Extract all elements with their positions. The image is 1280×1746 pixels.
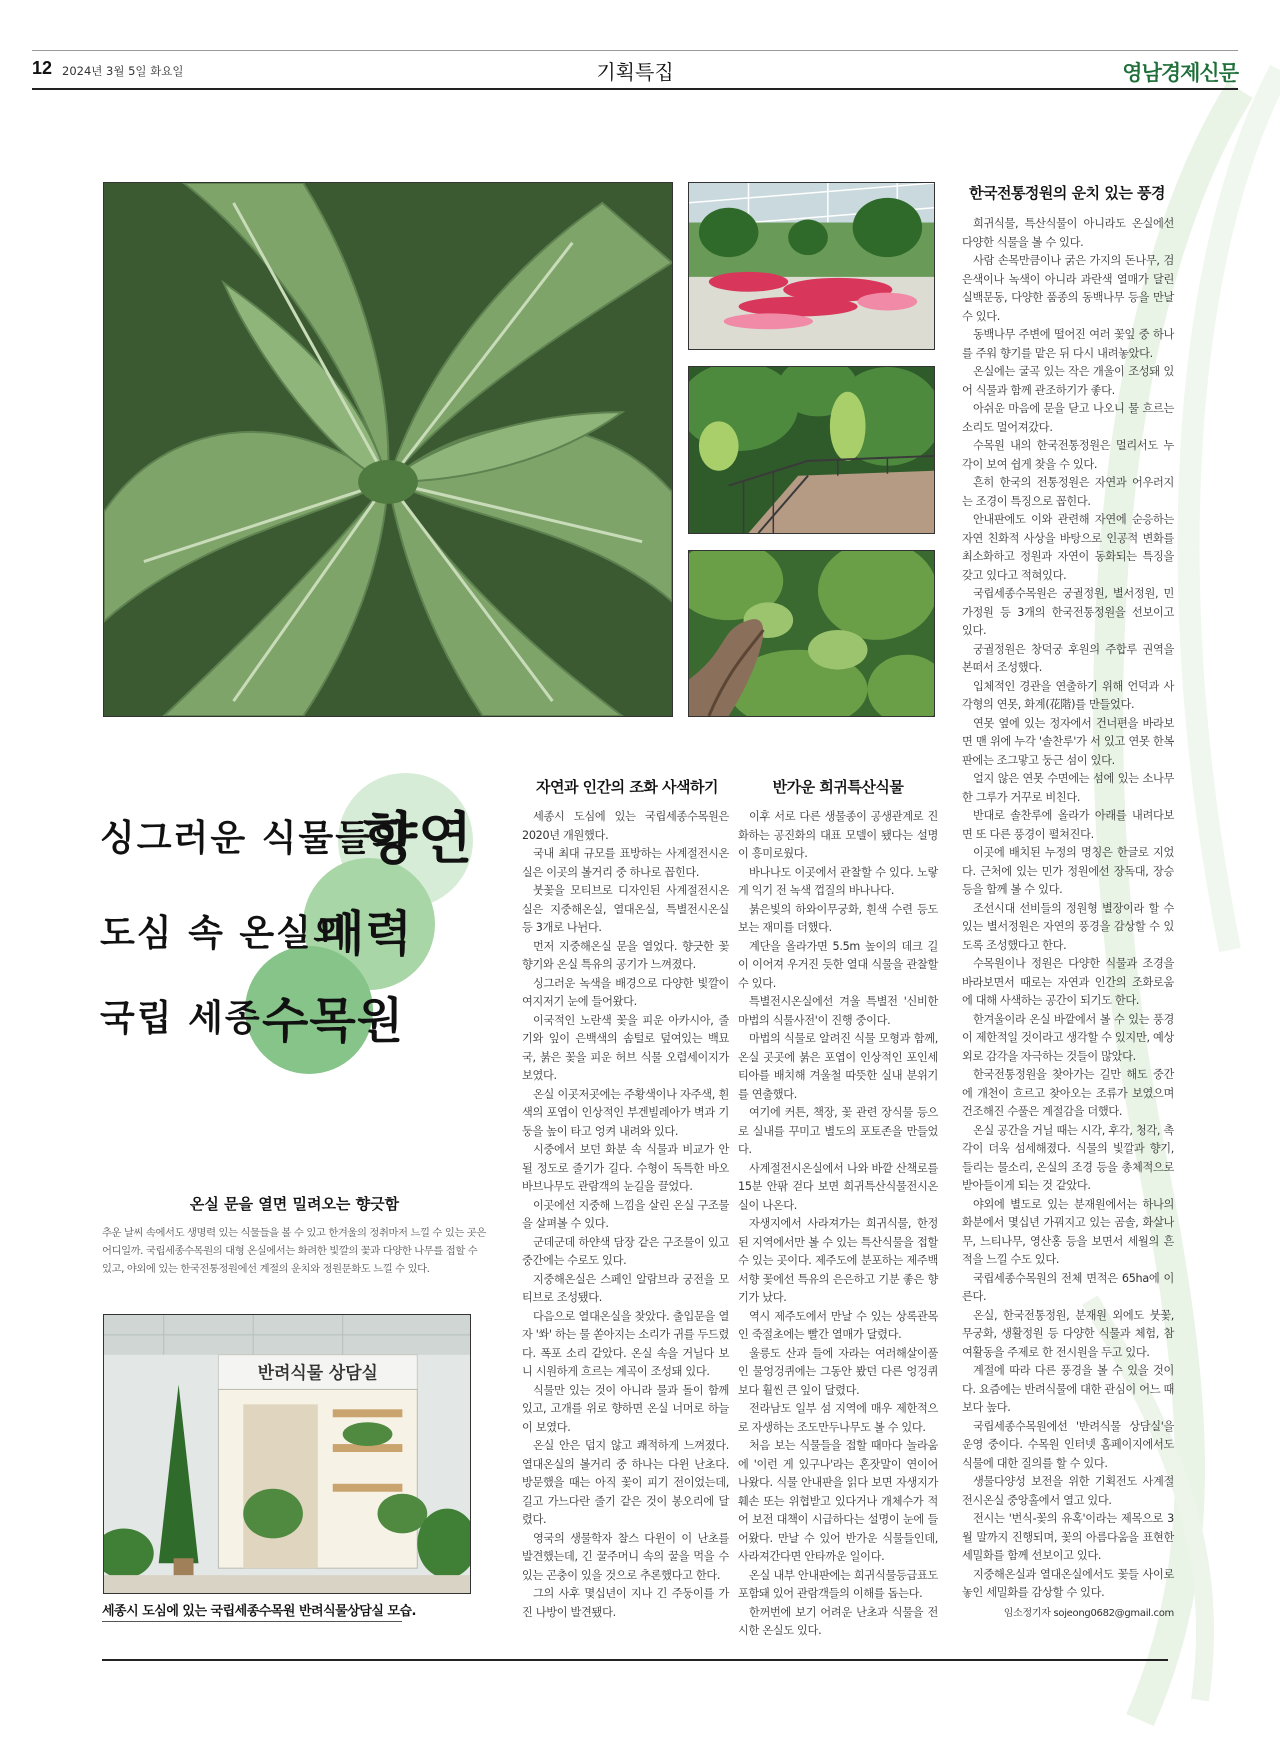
col3-heading: 한국전통정원의 운치 있는 풍경 [968, 184, 1166, 202]
col1-paragraph: 싱그러운 녹색을 배경으로 다양한 빛깔이 여지저기 눈에 들어왔다. [522, 976, 729, 1008]
col3-paragraph: 연못 옆에 있는 정자에서 건너편을 바라보면 맨 위에 누각 '솔찬루'가 서 있고 연못 한복판에는 조그맣고 둥근 섬이 있다. [962, 716, 1174, 767]
col2-paragraph: 처음 보는 식물들을 접할 때마다 놀라움에 '이런 게 있구나'라는 혼잣말이 연이어 나왔다. 식물 안내판을 읽다 보면 자생지가 훼손 또는 위협받고 있다거나 개체수가 적어 보전 대책이 시급하다는 설명이 눈에 들어왔다. 만날 수 있어 반가운 식물들인데, 사라져간다면 안타까운 일이다. [738, 1439, 938, 1563]
col2-paragraph: 특별전시온실에선 겨울 특별전 '신비한 마법의 식물사전'이 진행 중이다. [738, 995, 938, 1027]
col3-paragraph: 흔히 한국의 전통정원은 자연과 어우러지는 조경이 특징으로 꼽힌다. [962, 476, 1174, 508]
col3-paragraph: 입체적인 경관을 연출하기 위해 언덕과 사각형의 연못, 화계(花階)를 만들었다. [962, 679, 1174, 711]
main-plant-photo [103, 182, 673, 717]
col2-paragraph: 울릉도 산과 들에 자라는 여러해살이풀인 물엉겅퀴에는 그동안 봤던 다른 엉겅퀴보다 훨씬 큰 잎이 달렸다. [738, 1346, 938, 1397]
col1-paragraph: 이곳에선 지중해 느낌을 살린 온실 구조물을 살펴볼 수 있다. [522, 1198, 729, 1230]
col1-paragraph: 시중에서 보던 화분 속 식물과 비교가 안 될 정도로 줄기가 길다. 수형이 독특한 바오바브나무도 관람객의 눈길을 끌었다. [522, 1143, 729, 1193]
col1-paragraph: 식물만 있는 것이 아니라 물과 돌이 함께 있고, 고개를 위로 향하면 온실 너머로 하늘이 보였다. [522, 1383, 729, 1434]
reporter-byline: 임소정기자 sojeong0682@gmail.com [1003, 1607, 1174, 1619]
section-title: 기획특집 [596, 60, 674, 84]
col2-paragraph: 계단을 올라가면 5.5m 높이의 데크 길이 이어져 우거진 듯한 열대 식물을 관찰할 수 있다. [738, 939, 938, 990]
article-column-2 [738, 808, 938, 1641]
col2-paragraph: 한꺼번에 보기 어려운 난초과 식물을 전시한 온실도 있다. [738, 1605, 938, 1637]
col1-heading: 자연과 인간의 조화 사색하기 [535, 778, 719, 796]
col2-paragraph: 자생지에서 사라져가는 희귀식물, 한정된 지역에서만 볼 수 있는 특산식물을 접할 수 있는 곳이다. 제주도에 분포하는 제주백서향 꽃에선 특유의 은은하고 기분 좋은 향기가 났다. [738, 1217, 938, 1304]
col2-paragraph: 붉은빛의 하와이무궁화, 흰색 수련 등도 보는 재미를 더했다. [738, 902, 938, 934]
col3-paragraph: 안내판에도 이와 관련해 자연에 순응하는 자연 친화적 사상을 바탕으로 인공적 변화를 최소화하고 정원과 자연이 동화되는 특징을 갖고 있다고 적혀있다. [962, 513, 1174, 582]
col3-paragraph: 희귀식물, 특산식물이 아니라도 온실에선 다양한 식물을 볼 수 있다. [962, 217, 1174, 249]
lede-text: 추운 날씨 속에서도 생명력 있는 식물들을 볼 수 있고 한겨울의 정취마저 느낄 수 있는 곳은 어디일까. 국립세종수목원의 대형 온실에서는 화려한 빛깔의 꽃과 다양한 나무를 접할 수 있고, 야외에 있는 한국전통정원에선 계절의 운치와 정원문화도 느낄 수 있다. [102, 1227, 486, 1275]
col3-paragraph: 생물다양성 보전을 위한 기획전도 사계절전시온실 중앙홀에서 열고 있다. [962, 1475, 1174, 1507]
col3-paragraph: 전시는 '번식-꽃의 유혹'이라는 제목으로 3월 말까지 진행되며, 꽃의 아름다움을 표현한 세밀화를 함께 선보이고 있다. [962, 1512, 1174, 1562]
col3-paragraph: 조선시대 선비들의 정원형 별장이라 할 수 있는 별서정원은 자연의 풍경을 감상할 수 있도록 조성했다고 한다. [962, 901, 1174, 952]
caption-rule [102, 1621, 402, 1622]
col1-paragraph: 국내 최대 규모를 표방하는 사계절전시온실은 이곳의 볼거리 중 하나로 꼽힌다. [522, 847, 729, 879]
page-number: 12 [32, 58, 53, 78]
plant-counseling-room-photo [103, 1314, 471, 1594]
col1-paragraph: 영국의 생물학자 찰스 다윈이 이 난초를 발견했는데, 긴 꿀주머니 속의 꿀을 먹을 수 있는 곤충이 있을 것으로 추론했다고 한다. [522, 1531, 729, 1582]
photo-caption: 세종시 도심에 있는 국립세종수목원 반려식물상담실 모습. [102, 1604, 416, 1619]
col1-paragraph: 온실 이곳저곳에는 주황색이나 자주색, 흰색의 포엽이 인상적인 부겐빌레아가 벽과 기둥을 높이 타고 엉켜 내려와 있다. [522, 1087, 729, 1138]
article-column-3 [962, 215, 1174, 1623]
article-column-1 [522, 808, 729, 1622]
greenhouse-flowers-photo [688, 182, 935, 350]
col2-paragraph: 이후 서로 다른 생물종이 공생관계로 진화하는 공진화의 대표 모델이 됐다는 설명이 흥미로웠다. [738, 810, 938, 860]
issue-date: 2024년 3월 5일 화요일 [62, 64, 184, 78]
col2-paragraph: 바나나도 이곳에서 관찰할 수 있다. 노랗게 익기 전 녹색 껍질의 바나나다. [738, 865, 938, 897]
col1-paragraph: 다음으로 열대온실을 찾았다. 출입문을 열자 '쏴' 하는 물 쏟아지는 소리가 귀를 두드렸다. 폭포 소리 같았다. 온실 속을 거닐다 보니 시원하게 흐르는 계곡이 조성돼 있다. [522, 1309, 729, 1378]
headline-line-2: 도심 속 온실의 [100, 912, 350, 954]
col3-paragraph: 반대로 솔찬루에 올라가 아래를 내려다보면 또 다른 풍경이 펼쳐진다. [962, 809, 1174, 841]
col1-paragraph: 그의 사후 몇십년이 지나 긴 주둥이를 가진 나방이 발견됐다. [522, 1587, 729, 1619]
headline-line-3: 국립 세종 [100, 997, 262, 1039]
col2-paragraph: 마법의 식물로 알려진 식물 모형과 함께, 온실 곳곳에 붉은 포엽이 인상적인 포인세티아를 배치해 겨울철 따뜻한 실내 분위기를 연출했다. [738, 1032, 938, 1101]
col1-paragraph: 온실 안은 덥지 않고 쾌적하게 느껴졌다. 열대온실의 볼거리 중 하나는 다윈 난초다. 방문했을 때는 아직 꽃이 피기 전이었는데, 길고 가느다란 줄기 같은 것이 봉오리에 달렸다. [522, 1439, 729, 1526]
col3-paragraph: 지중해온실과 열대온실에서도 꽃들 사이로 놓인 세밀화를 감상할 수 있다. [962, 1567, 1174, 1599]
col3-paragraph: 수목원이나 정원은 다양한 식물과 조경을 바라보면서 때로는 자연과 인간의 조화로움에 대해 사색하는 공간이 되기도 한다. [962, 957, 1174, 1007]
forest-path-photo [688, 550, 935, 717]
col3-paragraph: 온실에는 굴곡 있는 작은 개울이 조성돼 있어 식물과 함께 관조하기가 좋다. [962, 365, 1174, 397]
boardwalk-photo [688, 366, 935, 534]
headline-word-2: 매력 [318, 906, 413, 962]
col2-paragraph: 여기에 커튼, 책장, 꽃 관련 장식물 등으로 실내를 꾸미고 별도의 포토존을 만들었다. [738, 1106, 938, 1156]
bottom-rule [102, 1659, 1168, 1661]
col3-paragraph: 궁궐정원은 창덕궁 후원의 주합루 권역을 본떠서 조성했다. [962, 642, 1174, 674]
col3-paragraph: 한국전통정원을 찾아가는 길만 해도 중간에 개천이 흐르고 찾아오는 조류가 보였으며 건조해진 수풀은 계절감을 더했다. [962, 1068, 1174, 1118]
col1-paragraph: 지중해온실은 스페인 알람브라 궁전을 모티브로 조성됐다. [522, 1272, 729, 1304]
col1-paragraph: 붓꽃을 모티브로 디자인된 사계절전시온실은 지중해온실, 열대온실, 특별전시온실 등 3개로 나뉜다. [522, 884, 729, 934]
col2-paragraph: 온실 내부 안내판에는 희귀식물등급표도 포함돼 있어 관람객들의 이해를 돕는다. [738, 1568, 938, 1600]
col3-paragraph: 국립세종수목원의 전체 면적은 65ha에 이른다. [962, 1271, 1174, 1303]
headline-word-1: 향연 [363, 806, 474, 872]
col3-paragraph: 사람 손목만큼이나 굵은 가지의 돈나무, 검은색이나 녹색이 아니라 과란색 열매가 달린 실백문동, 다양한 품종의 동백나무 등을 만날 수 있다. [962, 254, 1174, 323]
col1-paragraph: 세종시 도심에 있는 국립세종수목원은 2020년 개원했다. [522, 810, 729, 842]
col3-paragraph: 아쉬운 마음에 문을 닫고 나오니 물 흐르는 소리도 멀어져갔다. [962, 402, 1174, 434]
col1-paragraph: 먼저 지중해온실 문을 열었다. 향긋한 꽃향기와 온실 특유의 공기가 느껴졌다. [522, 939, 729, 971]
col3-paragraph: 국립세종수목원은 궁궐정원, 별서정원, 민가정원 등 3개의 한국전통정원을 선보이고 있다. [962, 587, 1174, 637]
top-rule [32, 50, 1238, 51]
col2-paragraph: 역시 제주도에서 만날 수 있는 상록관목인 죽절초에는 빨간 열매가 달렸다. [738, 1309, 938, 1341]
headline-word-3: 수목원 [262, 993, 405, 1049]
col3-paragraph: 동백나무 주변에 떨어진 여러 꽃잎 중 하나를 주워 향기를 맡은 뒤 다시 내려놓았다. [962, 328, 1174, 360]
page-header [32, 56, 1238, 90]
col3-paragraph: 온실, 한국전통정원, 분재원 외에도 붓꽃, 무궁화, 생활정원 등 다양한 식물과 체험, 참여활동을 주제로 한 전시원을 두고 있다. [962, 1308, 1174, 1359]
col2-paragraph: 전라남도 일부 섬 지역에 매우 제한적으로 자생하는 조도만두나무도 볼 수 있다. [738, 1402, 938, 1434]
col3-paragraph: 야외에 별도로 있는 분재원에서는 하나의 화분에서 몇십년 가꿔지고 있는 곰솔, 화살나무, 느티나무, 영산홍 등을 보면서 세월의 흔적을 느낄 수도 있다. [962, 1197, 1174, 1266]
headline-line-1: 싱그러운 식물들의 [100, 817, 409, 859]
col3-paragraph: 한겨울이라 온실 바깥에서 볼 수 있는 풍경이 제한적일 것이라고 생각할 수 있지만, 예상외로 감각을 자극하는 것들이 많았다. [962, 1012, 1174, 1063]
col3-paragraph: 이곳에 배치된 누정의 명칭은 한글로 지었다. 근처에 있는 민가 정원에선 장독대, 장승 등을 함께 볼 수 있다. [962, 846, 1174, 896]
lede-title: 온실 문을 열면 밀려오는 향긋함 [189, 1195, 400, 1213]
col2-heading: 반가운 희귀특산식물 [772, 778, 904, 796]
col3-paragraph: 국립세종수목원에선 '반려식물 상담실'을 운영 중이다. 수목원 인터넷 홈페이지에서도 식물에 대한 질의를 할 수 있다. [962, 1419, 1174, 1470]
col3-paragraph: 온실 공간을 거닐 때는 시각, 후각, 청각, 촉각이 더욱 섬세해졌다. 식물의 빛깔과 향기, 들리는 물소리, 온실의 조경 등을 총체적으로 받아들이게 되는 것 같았다. [962, 1123, 1174, 1192]
col1-paragraph: 군데군데 하얀색 담장 같은 구조물이 있고 중간에는 수로도 있다. [522, 1235, 729, 1267]
col3-paragraph: 수목원 내의 한국전통정원은 멀리서도 누각이 보여 쉽게 찾을 수 있다. [962, 439, 1174, 471]
col3-paragraph: 계절에 따라 다른 풍경을 볼 수 있을 것이다. 요즘에는 반려식물에 대한 관심이 어느 때보다 높다. [962, 1364, 1174, 1414]
col1-paragraph: 이국적인 노란색 꽃을 피운 아카시아, 줄기와 잎이 은백색의 솜털로 덮여있는 백묘국, 붉은 꽃을 피운 허브 식물 오렴세이지가 보였다. [522, 1013, 729, 1082]
col2-paragraph: 사계절전시온실에서 나와 바깥 산책로를 15분 안팎 걷다 보면 희귀특산식물전시온실이 나온다. [738, 1161, 938, 1212]
newspaper-brand: 영남경제신문 [1122, 61, 1238, 85]
col3-paragraph: 얼지 않은 연못 수면에는 섬에 있는 소나무 한 그루가 거꾸로 비친다. [962, 772, 1174, 804]
counseling-sign: 반려식물 상담실 [257, 1362, 378, 1383]
